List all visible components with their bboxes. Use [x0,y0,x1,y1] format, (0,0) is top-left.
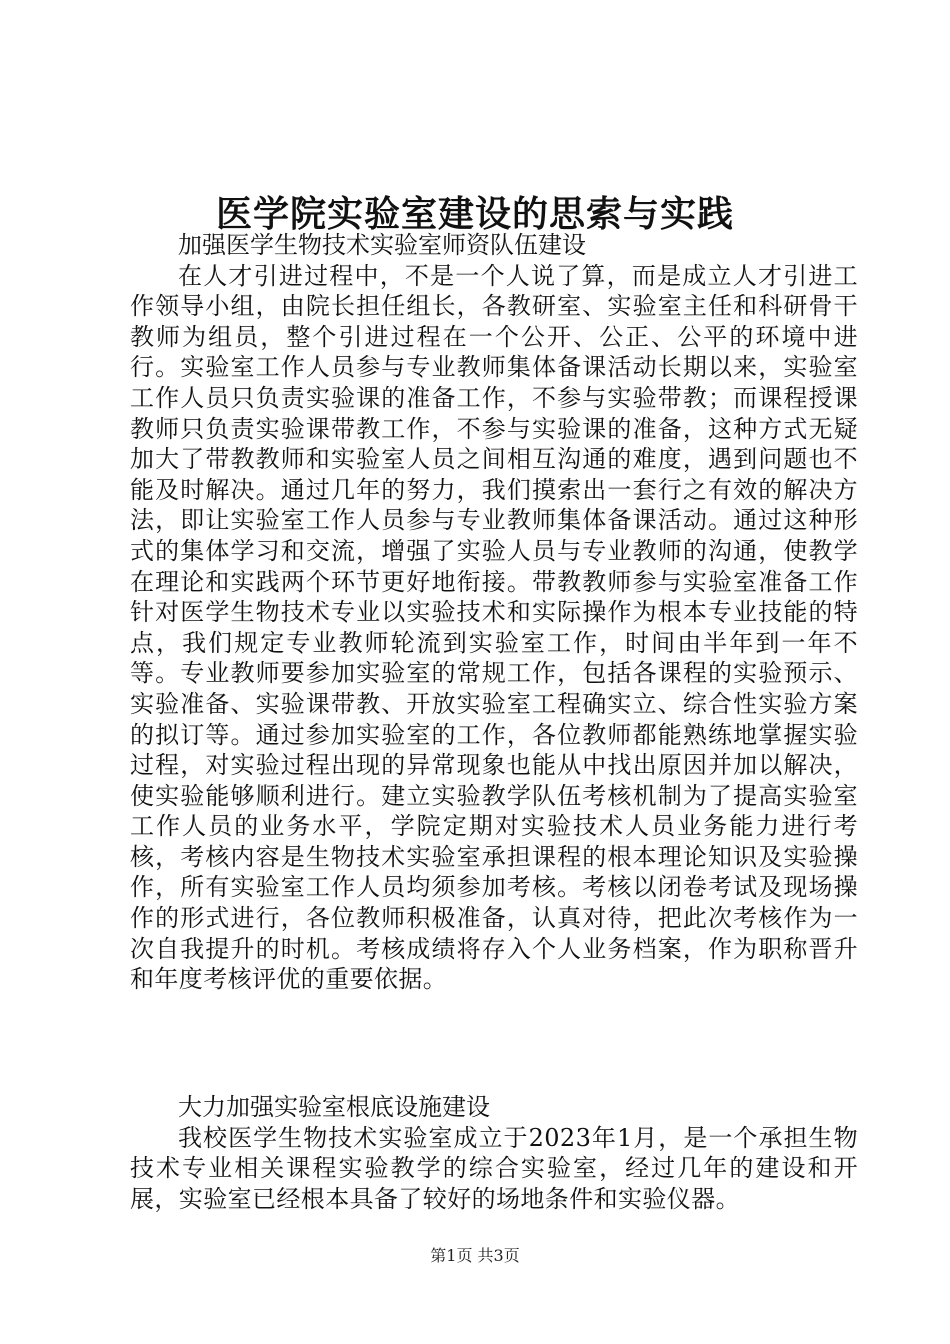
section-body: 在人才引进过程中，不是一个人说了算，而是成立人才引进工作领导小组，由院长担任组长，各教研室、实验室主任和科研骨干教师为组员，整个引进过程在一个公开、公正、公平的环境中进行。实验室工作人员参与专业教师集体备课活动长期以来，实验室工作人员只负责实验课的准备工作，不参与实验带教；而课程授课教师只负责实验课带教工作，不参与实验课的准备，这种方式无疑加大了带教教师和实验室人员之间相互沟通的难度，遇到问题也不能及时解决。通过几年的努力，我们摸索出一套行之有效的解决方法，即让实验室工作人员参与专业教师集体备课活动。通过这种形式的集体学习和交流，增强了实验人员与专业教师的沟通，使教学在理论和实践两个环节更好地衔接。带教教师参与实验室准备工作针对医学生物技术专业以实验技术和实际操作为根本专业技能的特点，我们规定专业教师轮流到实验室工作，时间由半年到一年不等。专业教师要参加实验室的常规工作，包括各课程的实验预示、实验准备、实验课带教、开放实验室工程确实立、综合性实验方案的拟订等。通过参加实验室的工作，各位教师都能熟练地掌握实验过程，对实验过程出现的异常现象也能从中找出原因并加以解决，使实验能够顺利进行。建立实验教学队伍考核机制为了提高实验室工作人员的业务水平，学院定期对实验技术人员业务能力进行考核，考核内容是生物技术实验室承担课程的根本理论知识及实验操作，所有实验室工作人员均须参加考核。考核以闭卷考试及现场操作的形式进行，各位教师积极准备，认真对待，把此次考核作为一次自我提升的时机。考核成绩将存入个人业务档案，作为职称晋升和年度考核评优的重要依据。 [130,261,858,994]
section-heading: 加强医学生物技术实验室师资队伍建设 [178,231,586,259]
section-infrastructure [130,1092,858,1214]
section-heading: 大力加强实验室根底设施建设 [178,1093,490,1121]
section-teaching-staff [130,230,858,995]
document-title: 医学院实验室建设的思索与实践 [215,193,734,235]
page-footer: 第1页 共3页 [430,1246,520,1265]
section-body: 我校医学生物技术实验室成立于2023年1月，是一个承担生物技术专业相关课程实验教学的综合实验室，经过几年的建设和开展，实验室已经根本具备了较好的场地条件和实验仪器。 [130,1123,858,1213]
